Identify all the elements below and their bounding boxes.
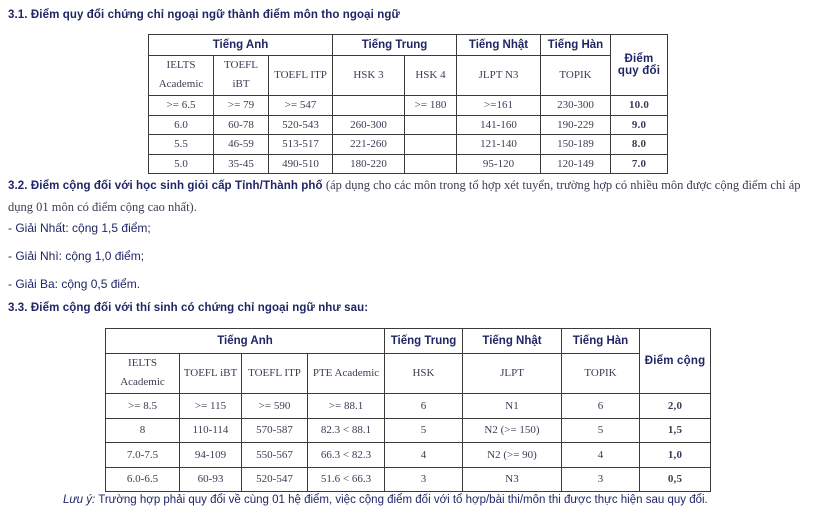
cell: 5.0 (149, 154, 214, 173)
group-header-korean: Tiếng Hàn (562, 329, 640, 354)
group-header-japanese: Tiếng Nhật (463, 329, 562, 354)
bonus-score-cell: 1,0 (640, 442, 711, 467)
cell: 513-517 (269, 134, 333, 154)
table-row (106, 393, 711, 418)
cell: 3 (562, 467, 640, 491)
col-header-topik: TOPIK (562, 354, 640, 394)
table-row (106, 442, 711, 467)
table-row (149, 95, 668, 115)
cell: 6 (562, 393, 640, 418)
col-header-toefl-ibt: TOEFL iBT (214, 56, 269, 96)
cell: 150-189 (541, 134, 611, 154)
section-3-1-heading: 3.1. Điểm quy đổi chứng chỉ ngoại ngữ thành điểm môn tho ngoại ngữ (8, 9, 400, 21)
col-header-toefl-itp: TOEFL ITP (242, 354, 308, 394)
cell: >= 6.5 (149, 95, 214, 115)
cell (333, 95, 405, 115)
cell: N2 (>= 150) (463, 418, 562, 442)
group-header-chinese: Tiếng Trung (385, 329, 463, 354)
cell: 4 (385, 442, 463, 467)
cell: 60-93 (180, 467, 242, 491)
converted-score-cell: 9.0 (611, 115, 668, 134)
cell: >= 8.5 (106, 393, 180, 418)
section-3-2-heading-note: (áp dụng cho các môn trong tổ hợp xét tuyển, trường hợp có nhiều môn được cộng điểm chỉ áp dụng 01 môn có điểm cộng cao nhất). (8, 178, 801, 214)
table1-subheader-row (149, 56, 668, 96)
col-header-hsk3: HSK 3 (333, 56, 405, 96)
cell: 46-59 (214, 134, 269, 154)
cell: 490-510 (269, 154, 333, 173)
cell: 3 (385, 467, 463, 491)
col-header-ielts: IELTS Academic (106, 354, 180, 394)
prize-third-line: - Giải Ba: cộng 0,5 điểm. (8, 277, 141, 291)
cell: 141-160 (457, 115, 541, 134)
cell: 35-45 (214, 154, 269, 173)
group-header-english: Tiếng Anh (106, 329, 385, 354)
col-header-topik: TOPIK (541, 56, 611, 96)
cell: 6.0-6.5 (106, 467, 180, 491)
col-header-hsk: HSK (385, 354, 463, 394)
group-header-korean: Tiếng Hàn (541, 35, 611, 56)
table-row (149, 134, 668, 154)
table2-group-header-row (106, 329, 711, 354)
score-conversion-table (148, 34, 668, 174)
col-header-ielts: IELTS Academic (149, 56, 214, 96)
footer-note-text: Trường hợp phải quy đổi về cùng 01 hệ điểm, việc cộng điểm đối với tổ hợp/bài thi/môn thi được thực hiện sau quy đổi. (95, 494, 708, 506)
footer-note-label: Lưu ý: (63, 494, 96, 506)
converted-score-cell: 7.0 (611, 154, 668, 173)
cell (405, 134, 457, 154)
col-header-toefl-ibt: TOEFL iBT (180, 354, 242, 394)
cell: 5.5 (149, 134, 214, 154)
col-header-hsk4: HSK 4 (405, 56, 457, 96)
cell: 7.0-7.5 (106, 442, 180, 467)
cell: 120-149 (541, 154, 611, 173)
cell: 570-587 (242, 418, 308, 442)
group-header-converted-score: Điểm quy đổi (611, 35, 668, 96)
table-row (149, 154, 668, 173)
group-header-english: Tiếng Anh (149, 35, 333, 56)
col-header-jlpt-n3: JLPT N3 (457, 56, 541, 96)
cell: 221-260 (333, 134, 405, 154)
group-header-japanese: Tiếng Nhật (457, 35, 541, 56)
table-row (149, 115, 668, 134)
group-header-bonus-score: Điểm cộng (640, 329, 711, 394)
footer-note (63, 494, 708, 506)
cell: N3 (463, 467, 562, 491)
section-3-2-heading-bold: 3.2. Điểm cộng đối với học sinh giỏi cấp Tỉnh/Thành phố (8, 180, 326, 192)
cell: 4 (562, 442, 640, 467)
converted-score-cell: 8.0 (611, 134, 668, 154)
cell: 8 (106, 418, 180, 442)
cell: >= 180 (405, 95, 457, 115)
cell: 95-120 (457, 154, 541, 173)
col-header-jlpt: JLPT (463, 354, 562, 394)
col-header-toefl-itp: TOEFL ITP (269, 56, 333, 96)
cell: 60-78 (214, 115, 269, 134)
cell: 6.0 (149, 115, 214, 134)
bonus-score-cell: 0,5 (640, 467, 711, 491)
cell: >= 547 (269, 95, 333, 115)
cell: 51.6 < 66.3 (308, 467, 385, 491)
cell (405, 115, 457, 134)
cell: 260-300 (333, 115, 405, 134)
table1-group-header-row (149, 35, 668, 56)
table-row (106, 467, 711, 491)
table2-subheader-row (106, 354, 711, 394)
group-header-chinese: Tiếng Trung (333, 35, 457, 56)
cell: >=161 (457, 95, 541, 115)
cell: >= 115 (180, 393, 242, 418)
cell: >= 590 (242, 393, 308, 418)
converted-score-cell: 10.0 (611, 95, 668, 115)
cell: 520-547 (242, 467, 308, 491)
col-header-pte: PTE Academic (308, 354, 385, 394)
cell: 5 (385, 418, 463, 442)
cell: 110-114 (180, 418, 242, 442)
cell: 121-140 (457, 134, 541, 154)
cell: 94-109 (180, 442, 242, 467)
cell: 180-220 (333, 154, 405, 173)
cell: 550-567 (242, 442, 308, 467)
section-3-2-heading (8, 175, 816, 217)
cell: 66.3 < 82.3 (308, 442, 385, 467)
bonus-points-table (105, 328, 711, 492)
cell: >= 88.1 (308, 393, 385, 418)
cell: N2 (>= 90) (463, 442, 562, 467)
cell: N1 (463, 393, 562, 418)
cell: 5 (562, 418, 640, 442)
cell: 82.3 < 88.1 (308, 418, 385, 442)
cell: >= 79 (214, 95, 269, 115)
cell: 520-543 (269, 115, 333, 134)
bonus-score-cell: 2,0 (640, 393, 711, 418)
table-row (106, 418, 711, 442)
cell: 230-300 (541, 95, 611, 115)
cell: 190-229 (541, 115, 611, 134)
prize-second-line: - Giải Nhì: cộng 1,0 điểm; (8, 249, 145, 263)
prize-first-line: - Giải Nhất: cộng 1,5 điểm; (8, 221, 151, 235)
cell: 6 (385, 393, 463, 418)
cell (405, 154, 457, 173)
section-3-3-heading: 3.3. Điểm cộng đối với thí sinh có chứng chỉ ngoại ngữ như sau: (8, 302, 369, 314)
bonus-score-cell: 1,5 (640, 418, 711, 442)
